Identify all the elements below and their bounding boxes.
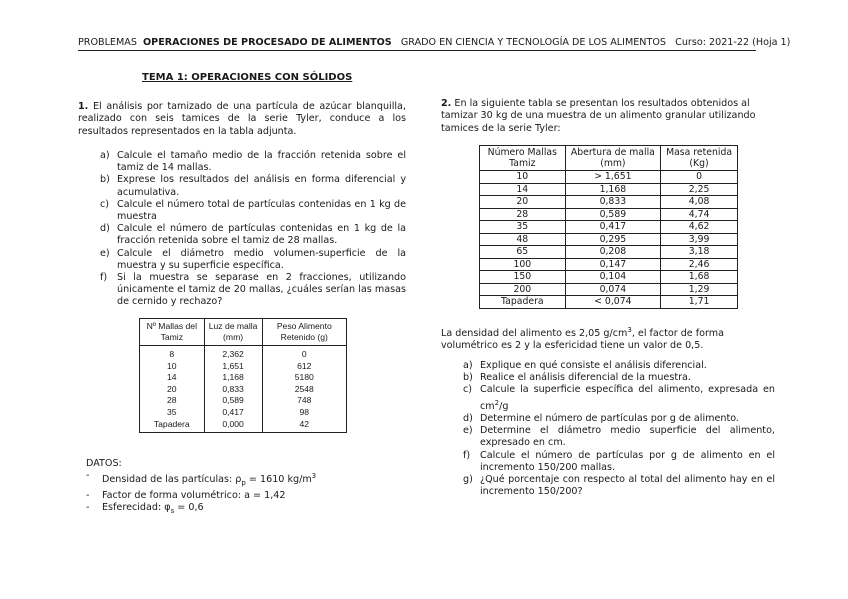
problem2-density-text: La densidad del alimento es 2,05 $g/cm^3$, el factor de forma volumétrico es 2 y la esfericidad tiene un valor de 0,5.	[441, 326, 724, 352]
data-density: - Densidad de las partículas: $\rho_p = 1610$ $kg/m^3$	[86, 470, 317, 488]
list-item: f) Calcule el número de partículas por g de alimento en el incremento 150/200 mallas.	[463, 449, 775, 473]
problem1-number: 1.	[78, 101, 89, 112]
header-divider	[78, 50, 756, 51]
list-item: c) Calcule la superficie específica del alimento, expresada en $cm^2/g$	[463, 384, 775, 412]
table-row: Tapadera < 0,074 1,71	[480, 296, 738, 309]
list-item: a) Explique en qué consiste el análisis diferencial.	[463, 360, 707, 371]
table-header: Nº Mallas del Tamiz	[140, 319, 205, 346]
table-header: Masa retenida (Kg)	[661, 146, 738, 171]
table-row: 20 0,833 4,08	[480, 196, 738, 209]
problem2-questions	[463, 360, 775, 498]
header-subject: OPERACIONES DE PROCESADO DE ALIMENTOS	[143, 37, 392, 48]
list-item: e) Determine el diámetro medio superficie del alimento, expresado en cm.	[463, 425, 775, 449]
table-row: 65 0,208 3,18	[480, 246, 738, 259]
problem2-text: En la siguiente tabla se presentan los resultados obtenidos al tamizar 30 kg de una muestra de un alimento granular utilizando tamices de la serie Tyler:	[441, 98, 756, 134]
problem1-text: El análisis por tamizado de una partícula de azúcar blanquilla, realizado con seis tamices de la serie Tyler, conduce a los resultados representados en la tabla adjunta.	[78, 101, 406, 137]
table-header: Abertura de malla (mm)	[565, 146, 661, 171]
list-item: b) Exprese los resultados del análisis en forma diferencial y acumulativa.	[100, 174, 406, 198]
list-item: d) Calcule el número de partículas contenidas en 1 kg de la fracción retenida sobre el tamiz de 28 mallas.	[100, 223, 406, 247]
table-header: Luz de malla (mm)	[204, 319, 262, 346]
data-sphericity: - Esferecidad: $\varphi_s = 0,6$	[86, 501, 204, 515]
list-item: d) Determine el número de partículas por g de alimento.	[463, 413, 739, 424]
list-item: b) Realice el análisis diferencial de la muestra.	[463, 372, 691, 384]
problem1-statement	[78, 101, 406, 138]
problem2-number: 2.	[441, 98, 452, 109]
header-prefix: PROBLEMAS	[78, 37, 137, 48]
list-item: e) Calcule el diámetro medio volumen-superficie de la muestra y su superficie específica.	[100, 247, 406, 271]
problem1-questions	[100, 150, 406, 309]
page-header	[78, 37, 791, 48]
table-row: 20 0,833 2548	[140, 384, 347, 396]
table-row: 14 1,168 2,25	[480, 183, 738, 196]
data-title: DATOS:	[86, 458, 122, 469]
sieve-table-2	[479, 145, 738, 309]
table-row: 28 0,589 748	[140, 395, 347, 407]
list-item: c) Calcule el número total de partículas contenidas en 1 kg de muestra	[100, 198, 406, 223]
data-block	[86, 458, 316, 517]
table-row: 35 0,417 98	[140, 407, 347, 419]
list-item: a) Calcule el tamaño medio de la fracción retenida sobre el tamiz de 14 mallas.	[100, 150, 406, 174]
table-row: 35 0,417 4,62	[480, 221, 738, 234]
table-row: 48 0,295 3,99	[480, 233, 738, 246]
list-item: g) ¿Qué porcentaje con respecto al total del alimento hay en el incremento 150/200?	[463, 474, 775, 498]
table-header: Peso Alimento Retenido (g)	[262, 319, 346, 346]
list-item: f) Si la muestra se separase en 2 fracciones, utilizando únicamente el tamiz de 20 mallas, ¿cuáles serían las masas de cernido y rechazo?	[100, 272, 406, 308]
table-row: 200 0,074 1,29	[480, 283, 738, 296]
data-shape-factor: - Factor de forma volumétrico: a = 1,42	[86, 489, 286, 501]
table-row: 10 1,651 612	[140, 361, 347, 373]
problem2-statement	[441, 98, 771, 135]
table-row: 14 1,168 5180	[140, 372, 347, 384]
table-row: Tapadera 0,000 42	[140, 419, 347, 433]
sieve-table-1	[139, 318, 347, 433]
header-degree: GRADO EN CIENCIA Y TECNOLOGÍA DE LOS ALIMENTOS	[400, 37, 666, 48]
header-course: Curso: 2021-22 (Hoja 1)	[675, 37, 791, 48]
table-row: 10 > 1,651 0	[480, 171, 738, 184]
table-row: 28 0,589 4,74	[480, 208, 738, 221]
table-header: Número Mallas Tamiz	[480, 146, 566, 171]
topic-title: TEMA 1: OPERACIONES CON SÓLIDOS	[142, 72, 353, 83]
table-row: 8 2,362 0	[140, 346, 347, 361]
table-row: 100 0,147 2,46	[480, 258, 738, 271]
table-row: 150 0,104 1,68	[480, 271, 738, 284]
